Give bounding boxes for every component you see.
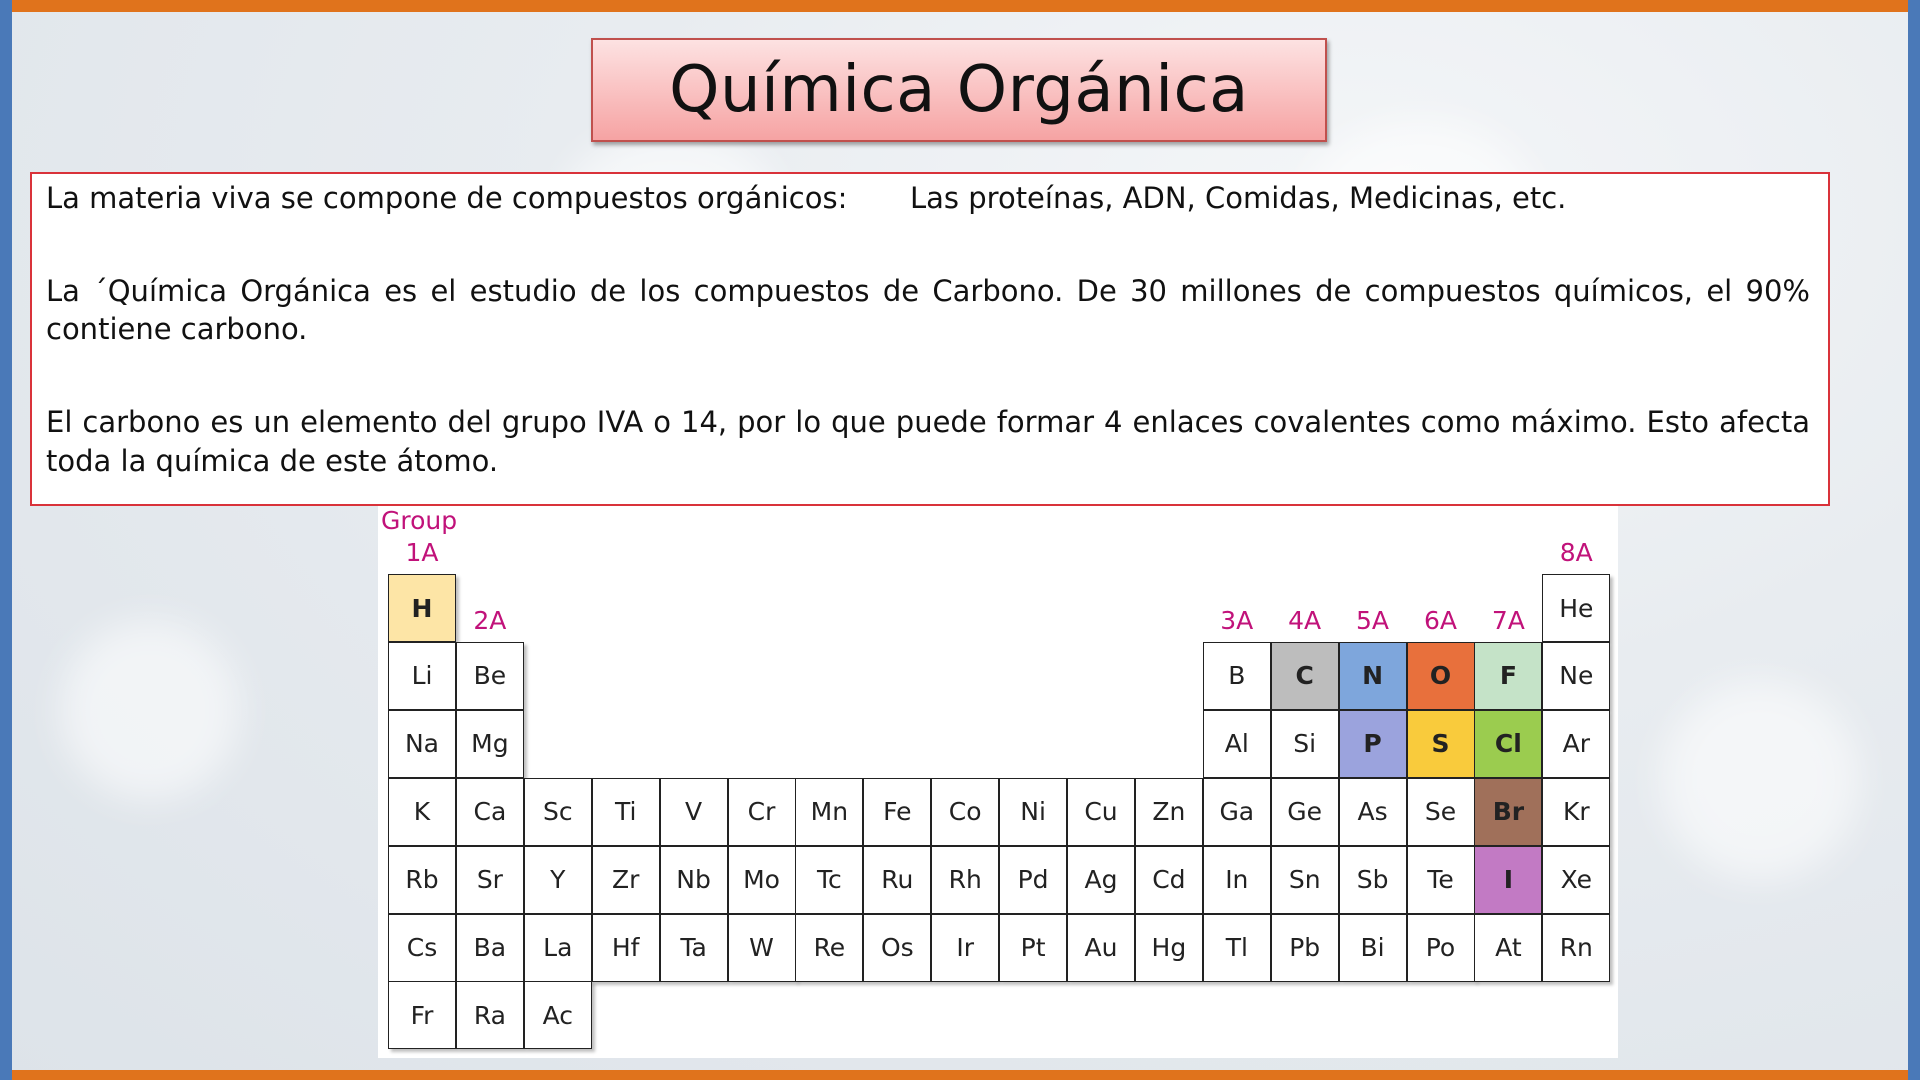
element-nb: Nb [660, 846, 728, 914]
element-p: P [1339, 710, 1407, 778]
paragraph-definition: La ´Química Orgánica es el estudio de los compuestos de Carbono. De 30 millones de compuestos químicos, el 90% contiene carbono. [46, 274, 1810, 346]
element-bi: Bi [1339, 914, 1407, 982]
element-ni: Ni [999, 778, 1067, 846]
group-label-8a: 8A [1559, 538, 1593, 567]
element-s: S [1407, 710, 1475, 778]
element-y: Y [524, 846, 592, 914]
element-se: Se [1407, 778, 1475, 846]
element-fr: Fr [388, 981, 456, 1049]
element-tl: Tl [1203, 914, 1271, 982]
element-te: Te [1407, 846, 1475, 914]
element-mg: Mg [456, 710, 524, 778]
element-i: I [1474, 846, 1542, 914]
element-pt: Pt [999, 914, 1067, 982]
element-ne: Ne [1542, 642, 1610, 710]
element-sn: Sn [1271, 846, 1339, 914]
element-li: Li [388, 642, 456, 710]
paragraph-carbon-bonds: El carbono es un elemento del grupo IVA o 14, por lo que puede formar 4 enlaces covalentes como máximo. Esto afecta toda la química de este átomo. [46, 405, 1810, 478]
element-mn: Mn [795, 778, 863, 846]
element-he: He [1542, 574, 1610, 642]
element-po: Po [1407, 914, 1475, 982]
element-rh: Rh [931, 846, 999, 914]
element-xe: Xe [1542, 846, 1610, 914]
element-ag: Ag [1067, 846, 1135, 914]
element-cl: Cl [1474, 710, 1542, 778]
element-os: Os [863, 914, 931, 982]
element-pd: Pd [999, 846, 1067, 914]
element-at: At [1474, 914, 1542, 982]
element-la: La [524, 914, 592, 982]
examples-text: Las proteínas, ADN, Comidas, Medicinas, etc. [910, 181, 1567, 215]
element-kr: Kr [1542, 778, 1610, 846]
element-ta: Ta [660, 914, 728, 982]
element-re: Re [795, 914, 863, 982]
group-label-5a: 5A [1356, 606, 1390, 635]
group-label-1a: 1A [405, 538, 439, 567]
group-label-6a: 6A [1423, 606, 1457, 635]
right-border [1908, 0, 1920, 1080]
element-tc: Tc [795, 846, 863, 914]
group-label-2a: 2A [473, 606, 507, 635]
element-au: Au [1067, 914, 1135, 982]
top-border [0, 0, 1920, 12]
element-hf: Hf [592, 914, 660, 982]
periodic-table [378, 506, 1618, 1058]
element-na: Na [388, 710, 456, 778]
element-f: F [1474, 642, 1542, 710]
background-bubble [1660, 680, 1860, 880]
content-box [30, 172, 1830, 506]
element-o: O [1407, 642, 1475, 710]
element-h: H [388, 574, 456, 642]
element-ir: Ir [931, 914, 999, 982]
element-as: As [1339, 778, 1407, 846]
element-c: C [1271, 642, 1339, 710]
element-ra: Ra [456, 981, 524, 1049]
element-zn: Zn [1135, 778, 1203, 846]
element-co: Co [931, 778, 999, 846]
element-ca: Ca [456, 778, 524, 846]
element-cs: Cs [388, 914, 456, 982]
element-ar: Ar [1542, 710, 1610, 778]
element-fe: Fe [863, 778, 931, 846]
bottom-border [0, 1070, 1920, 1080]
element-ga: Ga [1203, 778, 1271, 846]
element-sc: Sc [524, 778, 592, 846]
element-hg: Hg [1135, 914, 1203, 982]
element-sr: Sr [456, 846, 524, 914]
element-si: Si [1271, 710, 1339, 778]
page-title: Química Orgánica [669, 53, 1249, 127]
element-br: Br [1474, 778, 1542, 846]
element-pb: Pb [1271, 914, 1339, 982]
element-be: Be [456, 642, 524, 710]
element-ti: Ti [592, 778, 660, 846]
element-mo: Mo [728, 846, 796, 914]
group-heading: Group [381, 506, 458, 535]
left-border [0, 0, 12, 1080]
element-cr: Cr [728, 778, 796, 846]
element-cu: Cu [1067, 778, 1135, 846]
element-ba: Ba [456, 914, 524, 982]
element-ru: Ru [863, 846, 931, 914]
group-label-7a: 7A [1491, 606, 1525, 635]
paragraph-living-matter [46, 181, 1567, 215]
element-al: Al [1203, 710, 1271, 778]
group-label-3a: 3A [1220, 606, 1254, 635]
element-k: K [388, 778, 456, 846]
element-v: V [660, 778, 728, 846]
element-b: B [1203, 642, 1271, 710]
element-in: In [1203, 846, 1271, 914]
element-sb: Sb [1339, 846, 1407, 914]
background-bubble [60, 620, 240, 800]
element-ac: Ac [524, 981, 592, 1049]
element-rb: Rb [388, 846, 456, 914]
living-matter-text: La materia viva se compone de compuestos orgánicos: [46, 181, 848, 215]
element-n: N [1339, 642, 1407, 710]
element-cd: Cd [1135, 846, 1203, 914]
group-label-4a: 4A [1288, 606, 1322, 635]
title-banner [591, 38, 1327, 142]
element-ge: Ge [1271, 778, 1339, 846]
element-w: W [728, 914, 796, 982]
element-rn: Rn [1542, 914, 1610, 982]
element-zr: Zr [592, 846, 660, 914]
